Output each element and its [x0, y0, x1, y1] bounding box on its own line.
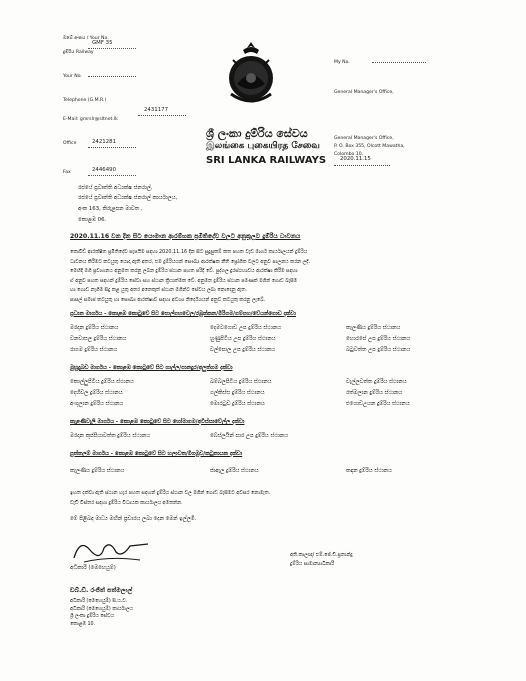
my-no-underline [372, 62, 426, 63]
station-column [70, 466, 124, 477]
office-value: 2421281 [92, 139, 117, 145]
office-underline [88, 147, 136, 148]
telephone-underline [138, 115, 186, 116]
telephone-value: 2431177 [144, 107, 169, 113]
section-title: කැළණිවැලි මාර්ගය - කොළඹ කොටුවේ සිට හෝමාගම/අවිස්සාවේල්ල දක්වා [70, 419, 245, 425]
station-item: දෙහිවල දුම්රිය ස්ථානය [70, 390, 123, 396]
ref1-value: GMF 35 [92, 40, 113, 46]
closing-paragraph [70, 488, 270, 508]
body-line: ඒ අනුව පහත සඳහන් දුම්රිය සේවා සහ ස්ථාන ක්‍රියාත්මක වේ. අනුමත දුම්රිය ස්ථාන පමණක් මගීන් ගොඩ බැසීම [70, 277, 298, 284]
station-column [210, 431, 288, 442]
signatory-designation [70, 598, 133, 628]
station-item: කඳාන දුම්රිය ස්ථානය [346, 468, 392, 474]
body-line: ධාවනය කිරීමට කටයුතු යොදා ඇති අතර, එම දුම්රියයන් සෞඛ්‍ය ආරක්ෂක නීති ප්‍රෝගීක වලට අනුව පාලනය කරන ලදී. [70, 258, 311, 265]
station-item: වල්පොල උප දුම්රිය ස්ථානය [210, 347, 276, 353]
my-no-label: My No. [334, 60, 350, 65]
station-column [210, 466, 259, 477]
fax-label: Fax [63, 170, 71, 175]
office-address-line-3: Colombo 10. [334, 152, 364, 157]
station-item: මරදාන දුම්රිය ස්ථානය [70, 325, 119, 331]
letterhead-english: SRI LANKA RAILWAYS [206, 155, 327, 166]
request-line: මේ පිළිබඳ මාධ්‍ය මඟින් ප්‍රචාරය ලබා දෙන මෙන් ඉල්ලමි. [70, 516, 197, 522]
station-item: හුණුපිටිය උප දුම්රිය ස්ථානය [210, 336, 276, 342]
designation-line: ශ්‍රී ලංකා දුම්රිය සේවය [70, 614, 114, 619]
letter-date: 2020.11.15 [340, 156, 371, 162]
office-address-line-1: General Manager's Office, [334, 90, 394, 95]
designation-line: අධිකාරි (මෙහෙයුම්) කාර්යාලය [70, 606, 133, 612]
station-item: කැලණිය දුම්රිය ස්ථානය [346, 325, 401, 331]
station-item: බටුවත්ත උප දුම්රිය ස්ථානය [346, 347, 411, 353]
designation-line: කොළඹ 10. [70, 621, 96, 627]
body-line: හා ගොඩ නැගීම සිදු කළ යුතු අතර අනෙකුත් ස්ථාන මගීන්ට සේවය ලබා නොදෙනු ඇත. [70, 287, 247, 293]
recipient-line-3: අංක 163, කිරුළපන මාවත , [78, 206, 143, 212]
section-title: මුහුදුබඩ මාර්ගය - කොළඹ කොටුවේ සිට ගාල්ල/පානදුර/අලුත්ගම දක්වා [70, 365, 233, 371]
closing-line: වැඩි විස්තර සඳහා දුම්රිය විධායක කාර්යාලය අමතන්න. [70, 500, 183, 506]
subject-line: 2020.11.16 වන දින සිට යොමාන ආරම්භක ප්‍රමිතිදේව වලට අනුකූලව දුම්රිය ධාවනය [70, 233, 301, 240]
station-column [70, 377, 134, 410]
copy-to-block [290, 551, 353, 569]
copy-to-line: අති.කාලඥ/ එම්.ජේ.ඩී.ප්‍රනාන්දු [290, 552, 353, 558]
body-line: පාසල් සමාජ කටයුතු හා සෞඛ්‍ය ආරක්ෂාව සඳහා අවශ්‍ය නිර්දේශයන් අනුව කටයුතු කරනු ලැබේ. [70, 296, 266, 303]
office-address-line-1-en: General Manager's Office, [334, 136, 394, 141]
fax-value: 2446490 [92, 167, 117, 173]
signatory-role: අධිකාරි (මෙහෙයුම්) [70, 565, 116, 571]
station-column [210, 377, 271, 410]
body-line: කොවිඩ් ආරක්ෂිත ප්‍රමිතිදේව සැපයීම සඳහා 2020.11.16 දින සිට සුදුසුකම් කත පහත වැඩ මාර්ග කාර්යාලයන් දුම්රිය [70, 249, 308, 255]
designation-line: අධිකාරි (මෙහෙයුම්) සි.ය.ව. [70, 599, 128, 604]
station-column [70, 431, 150, 442]
railway-emblem-icon [221, 38, 281, 108]
recipient-line-2: රජයේ ප්‍රවෘත්ති අධ්‍යක්ෂ ජනරාල් කාර්යාලය, [78, 195, 178, 201]
recipient-line-4: කොළඹ 06. [78, 217, 107, 223]
station-item: බම්බලපිටිය දුම්රිය ස්ථානය [210, 379, 272, 385]
section-title: පුත්තලම් මාර්ගය - කොළඹ කොටුවේ සිට හලාවත/මීගමුව/කටුනායක දක්වා [70, 451, 243, 457]
your-no-underline [88, 76, 136, 77]
signatory-name: ඩබ්.ඩී. රංජිත් පත්මලාල් [70, 587, 133, 594]
station-item: මොරටුව දුම්රිය ස්ථානය [210, 401, 265, 407]
station-item: ගල්කිස්ස දුම්රිය ස්ථානය [210, 390, 265, 396]
closing-line: ඉහත දක්වා ඇති ස්ථාන හැර පහත සඳහන් දුම්රිය ස්ථාන වල මගීන් ගොඩ බැසීමට අවසර නොමැත. [70, 490, 271, 496]
date-underline [334, 165, 390, 166]
body-paragraph [70, 248, 310, 305]
station-column [346, 466, 392, 477]
station-column [70, 323, 126, 356]
station-column [210, 323, 281, 356]
station-item: රත්මලාන දුම්රිය ස්ථානය [346, 390, 403, 396]
letterhead-sinhala: ශ්‍රී ලංකා දුම්රිය සේවය [206, 127, 308, 140]
recipient-line-1: රජයේ ප්‍රවෘත්ති අධ්‍යක්ෂ ජනරාල්, [78, 185, 153, 191]
station-item: අංගුලාන දුම්රිය ස්ථානය [70, 401, 124, 407]
office-label: Office [63, 141, 77, 146]
fax-underline [88, 175, 136, 176]
body-line: මෙහිදී මගී ප්‍රවාහනය අනුමත කරනු ලබන දුම්රිය ස්ථාන පහත පරිදි වේ. පුද්ගල දුරස්ථභාවය ආරක්ෂා කිරීම සඳහා [70, 268, 298, 274]
station-column [346, 377, 410, 410]
copy-to-line: දුම්රිය සාමාන්‍යාධිකාරී [290, 561, 335, 567]
section-title: ප්‍රධාන මාර්ගය - කොළඹ කොටුවේ සිට පොල්ගහවෙල/රඹුක්කන/මීරිගම/ගම්පහ/වේයන්ගොඩ දක්වා [70, 311, 296, 317]
station-item: කැලණිය දුම්රිය ස්ථානය [70, 468, 125, 474]
station-item: ජාඇල දුම්රිය ස්ථානය [210, 468, 259, 474]
station-column [346, 323, 410, 356]
station-item: කොල්ලුපිටිය දුම්රිය ස්ථානය [70, 379, 134, 385]
letterhead-tamil: இலங்கை புகையிரத சேவை [206, 141, 320, 151]
your-no-label: Your No. [63, 74, 82, 79]
ref1-label: ඔබේ අංකය / Your No. [63, 36, 109, 41]
station-item: බේස්ලයින් පාර උප දුම්රිය ස්ථානය [210, 433, 289, 439]
station-item: එගොඩඋයන දුම්රිය ස්ථානය [346, 401, 410, 407]
station-item: හොරපේ උප දුම්රිය ස්ථානය [346, 336, 411, 342]
railway-label: දුම්රිය Railway [63, 50, 94, 55]
office-address-line-2: P. O. Box 355, Olcott Mawatha, [334, 144, 405, 149]
telephone-label: Telephone (G.M.R.) [63, 98, 107, 103]
email-label: E-Mail: gmrslr@sltnet.lk [63, 117, 118, 122]
station-item: මරදාන කුප්පියාවත්ත දුම්රිය ස්ථානය [70, 433, 150, 439]
station-item: වැල්ලවත්ත දුම්රිය ස්ථානය [346, 379, 407, 385]
ref1-underline [88, 48, 136, 49]
signature-icon [70, 532, 160, 568]
station-item: දෙමටගොඩ උප දුම්රිය ස්ථානය [210, 325, 281, 331]
station-item: රාගම දුම්රිය ස්ථානය [70, 347, 118, 353]
station-item: වනවාසල දුම්රිය ස්ථානය [70, 336, 127, 342]
